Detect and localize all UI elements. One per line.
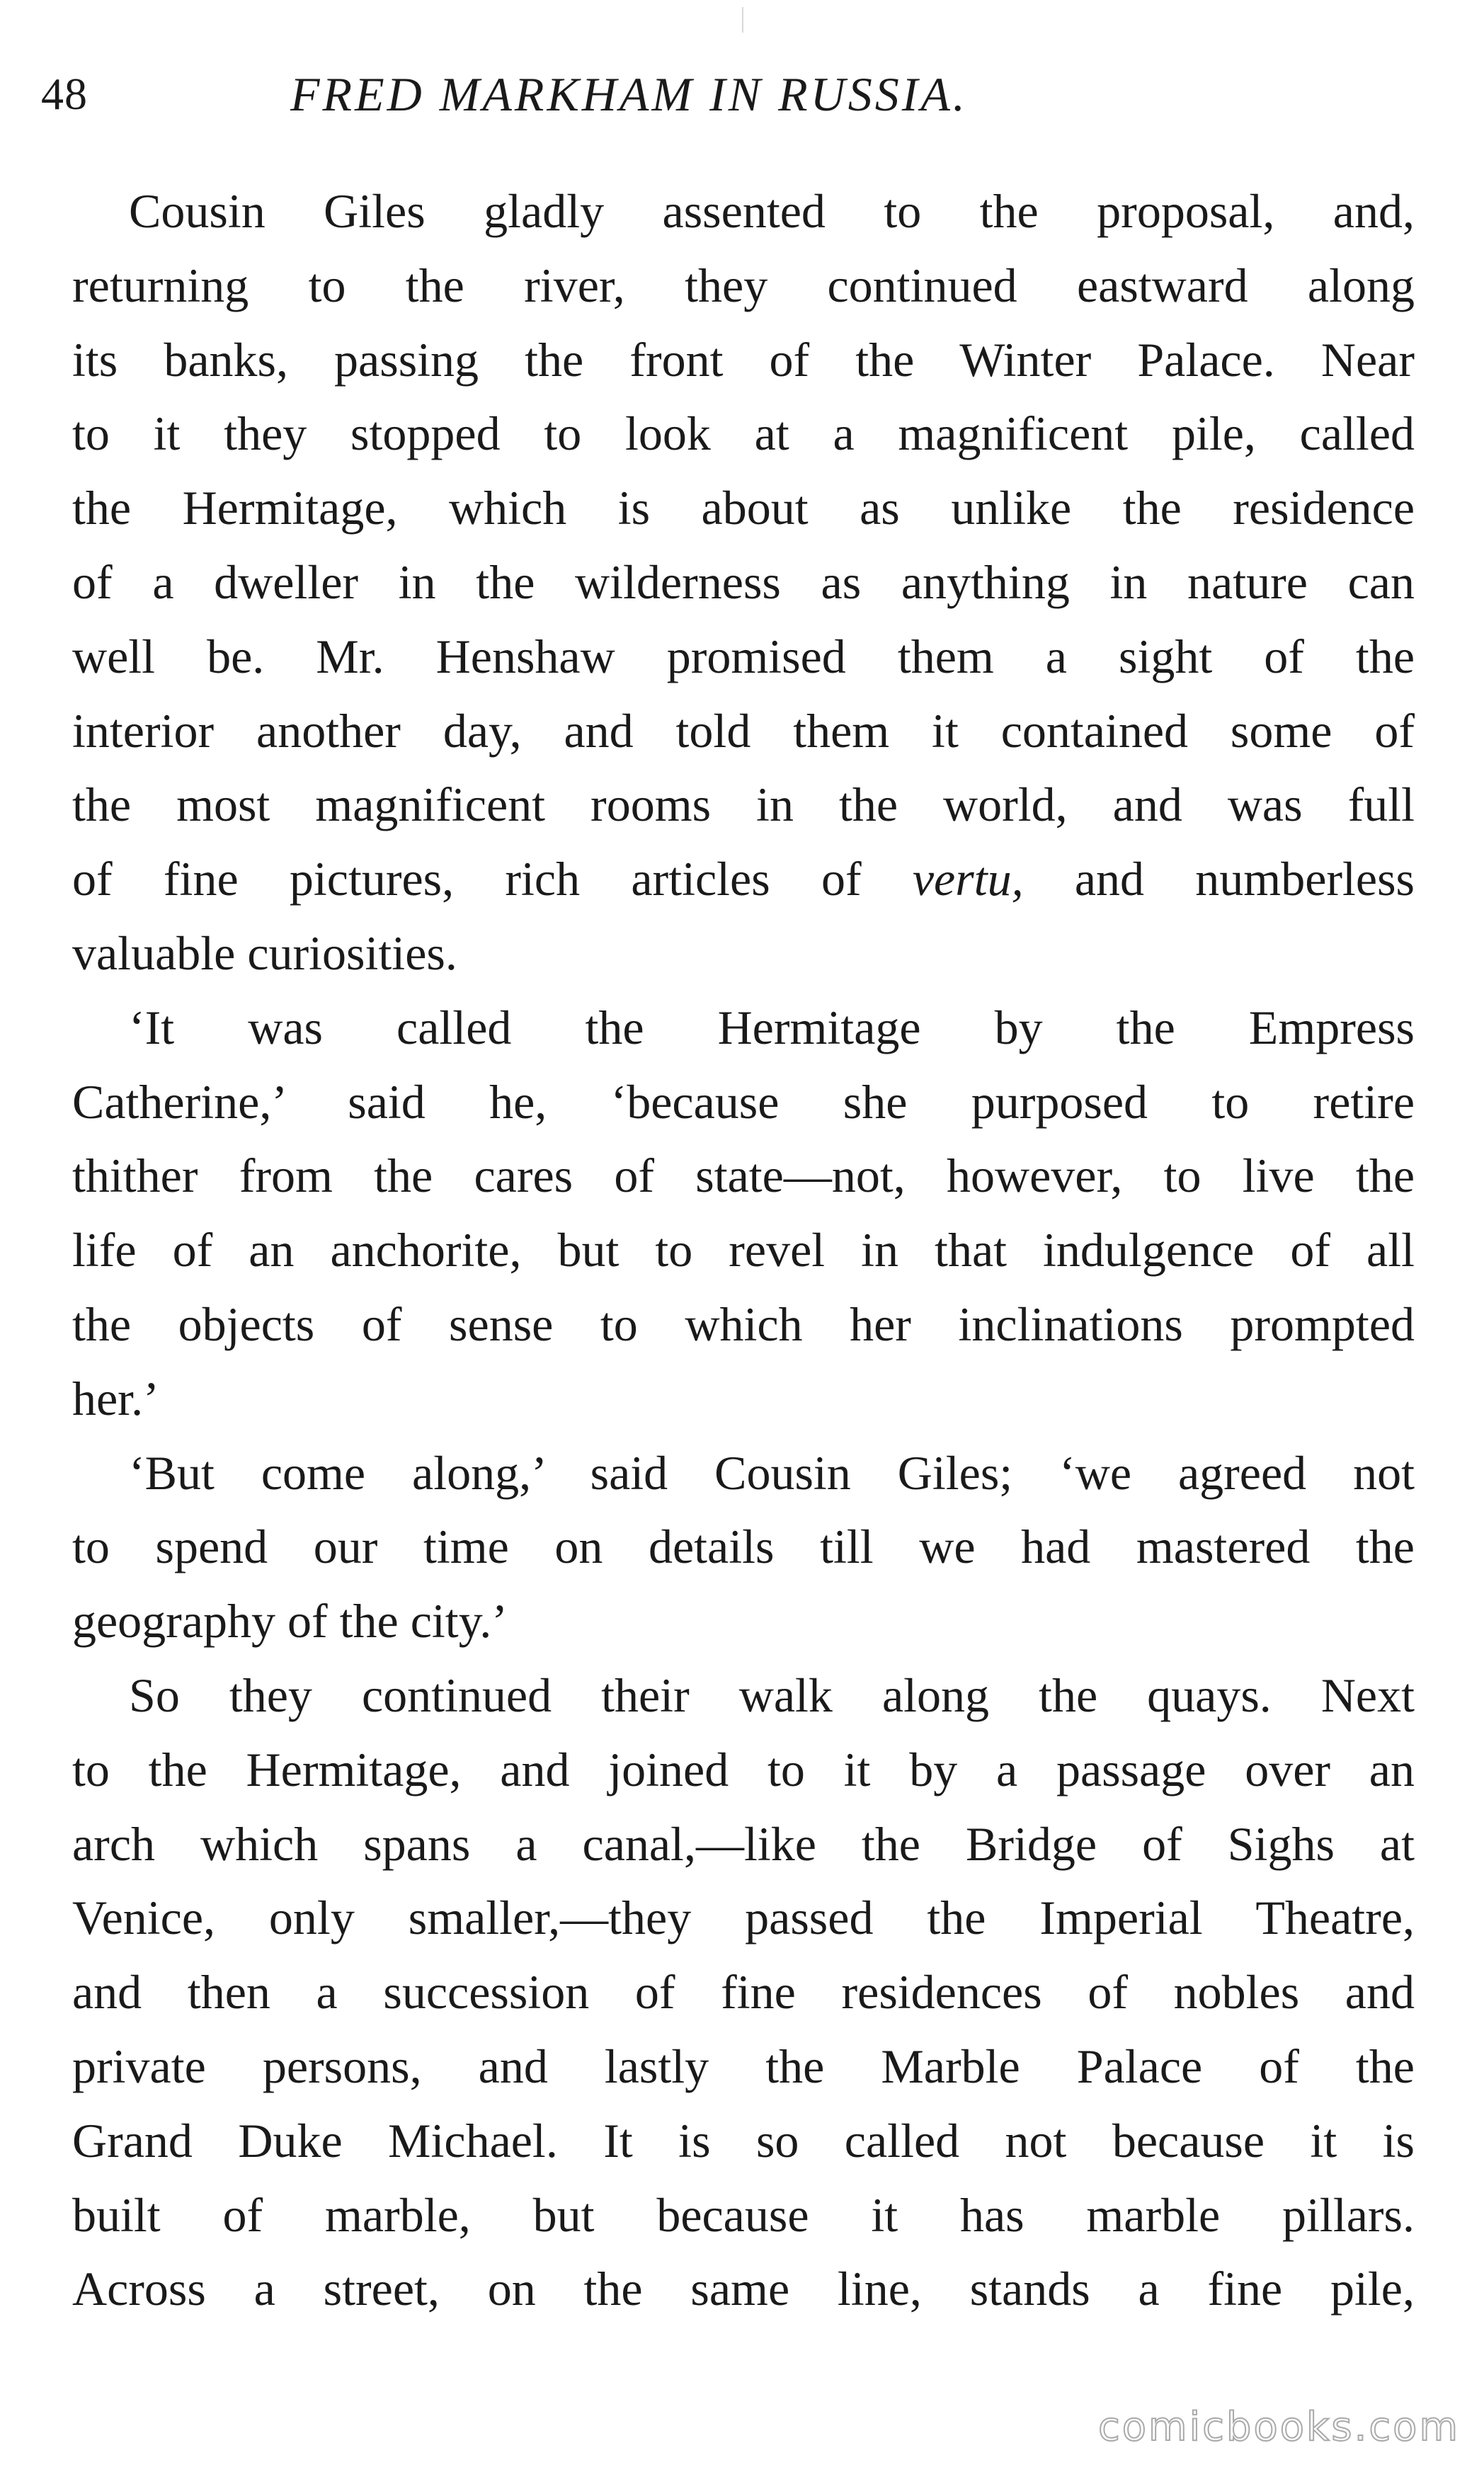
text-line: of a dweller in the wilderness as anything in nature can <box>72 554 1415 609</box>
text-line: Catherine,’ said he, ‘because she purposed to retire <box>72 1074 1415 1129</box>
text-line: its banks, passing the front of the Winter Palace. Near <box>72 332 1415 387</box>
watermark: comicbooks.com <box>1097 2404 1460 2450</box>
text-line: to it they stopped to look at a magnificent pile, called <box>72 406 1415 461</box>
text-line: Across a street, on the same line, stands a fine pile, <box>72 2262 1415 2316</box>
text-line: and then a succession of fine residences of nobles and <box>72 1965 1415 2020</box>
text-line: her.’ <box>72 1371 159 1425</box>
text-line-tail: and numberless <box>1074 852 1415 906</box>
text-line-with-italic <box>72 842 1415 916</box>
text-line: Venice, only smaller,—they passed the Imperial Theatre, <box>72 1891 1415 1945</box>
text-line-head: of fine pictures, rich articles of <box>72 852 862 906</box>
page-number: 48 <box>41 69 88 119</box>
body-text <box>72 174 1415 2326</box>
text-line: the objects of sense to which her inclinations prompted <box>72 1297 1415 1351</box>
italic-word: vertu, <box>912 852 1024 906</box>
text-line: ‘But come along,’ said Cousin Giles; ‘we agreed not <box>129 1445 1415 1500</box>
text-line: thither from the cares of state—not, however, to live the <box>72 1149 1415 1203</box>
text-line: to the Hermitage, and joined to it by a passage over an <box>72 1742 1415 1796</box>
text-line: returning to the river, they continued eastward along <box>72 258 1415 312</box>
text-line: interior another day, and told them it contained some of <box>72 703 1415 758</box>
text-line: Cousin Giles gladly assented to the proposal, and, <box>129 184 1415 238</box>
text-line: ‘It was called the Hermitage by the Empress <box>129 1000 1415 1054</box>
running-title: FRED MARKHAM IN RUSSIA. <box>290 67 968 121</box>
text-line: Grand Duke Michael. It is so called not because it is <box>72 2113 1415 2168</box>
page-header <box>41 62 1408 126</box>
text-line: life of an anchorite, but to revel in that indulgence of all <box>72 1223 1415 1277</box>
text-line: arch which spans a canal,—like the Bridge of Sighs at <box>72 1816 1415 1871</box>
text-line: to spend our time on details till we had mastered the <box>72 1520 1415 1574</box>
text-line: built of marble, but because it has marble pillars. <box>72 2187 1415 2242</box>
text-line: private persons, and lastly the Marble Palace of the <box>72 2039 1415 2093</box>
text-line: So they continued their walk along the quays. Next <box>129 1668 1415 1722</box>
text-line: the Hermitage, which is about as unlike the residence <box>72 481 1415 535</box>
page-speck <box>742 7 743 33</box>
text-line: well be. Mr. Henshaw promised them a sight of the <box>72 629 1415 683</box>
text-line: geography of the city.’ <box>72 1594 508 1649</box>
text-line: the most magnificent rooms in the world, and was full <box>72 778 1415 832</box>
text-line: valuable curiosities. <box>72 926 457 980</box>
